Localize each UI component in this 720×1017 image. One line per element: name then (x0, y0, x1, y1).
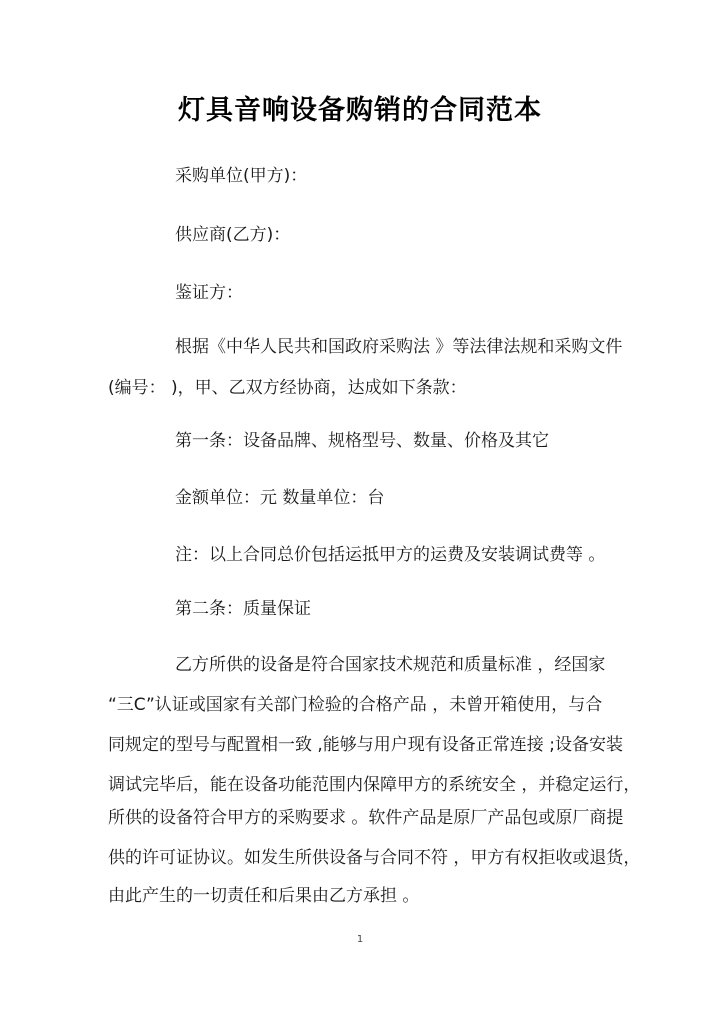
article1-heading: 第一条：设备品牌、规格型号、数量、价格及其它 (175, 431, 549, 451)
supplier-field: 供应商(乙方)： (175, 225, 291, 245)
article2-line: “三C”认证或国家有关部门检验的合格产品 ，未曾开箱使用，与合 (108, 695, 603, 715)
article2-heading: 第二条：质量保证 (175, 599, 311, 619)
document-title: 灯具音响设备购销的合同范本 (178, 95, 542, 126)
article1-units: 金额单位：元 数量单位：台 (175, 488, 385, 508)
verifier-field: 鉴证方： (175, 283, 243, 303)
article2-line: 乙方所供的设备是符合国家技术规范和质量标准 ，经国家 (175, 655, 606, 675)
article2-line: 由此产生的一切责任和后果由乙方承担 。 (108, 886, 420, 906)
article2-line: 调试完毕后，能在设备功能范围内保障甲方的系统安全 ，并稳定运行， (108, 775, 641, 795)
preamble-line-1: 根据《中华人民共和国政府采购法 》等法律法规和采购文件 (175, 337, 623, 357)
article2-line: 同规定的型号与配置相一致 ,能够与用户现有设备正常连接 ;设备安装 (108, 735, 623, 755)
article1-note: 注：以上合同总价包括运抵甲方的运费及安装调试费等 。 (175, 545, 606, 565)
page-number: 1 (356, 934, 364, 945)
purchaser-field: 采购单位(甲方)： (175, 166, 308, 186)
preamble-line-2: (编号： )，甲、乙双方经协商，达成如下条款： (108, 378, 467, 398)
article2-line: 所供的设备符合甲方的采购要求 。软件产品是原厂产品包或原厂商提 (108, 808, 624, 828)
article2-line: 供的许可证协议。如发生所供设备与合同不符 ，甲方有权拒收或退货， (108, 848, 641, 868)
